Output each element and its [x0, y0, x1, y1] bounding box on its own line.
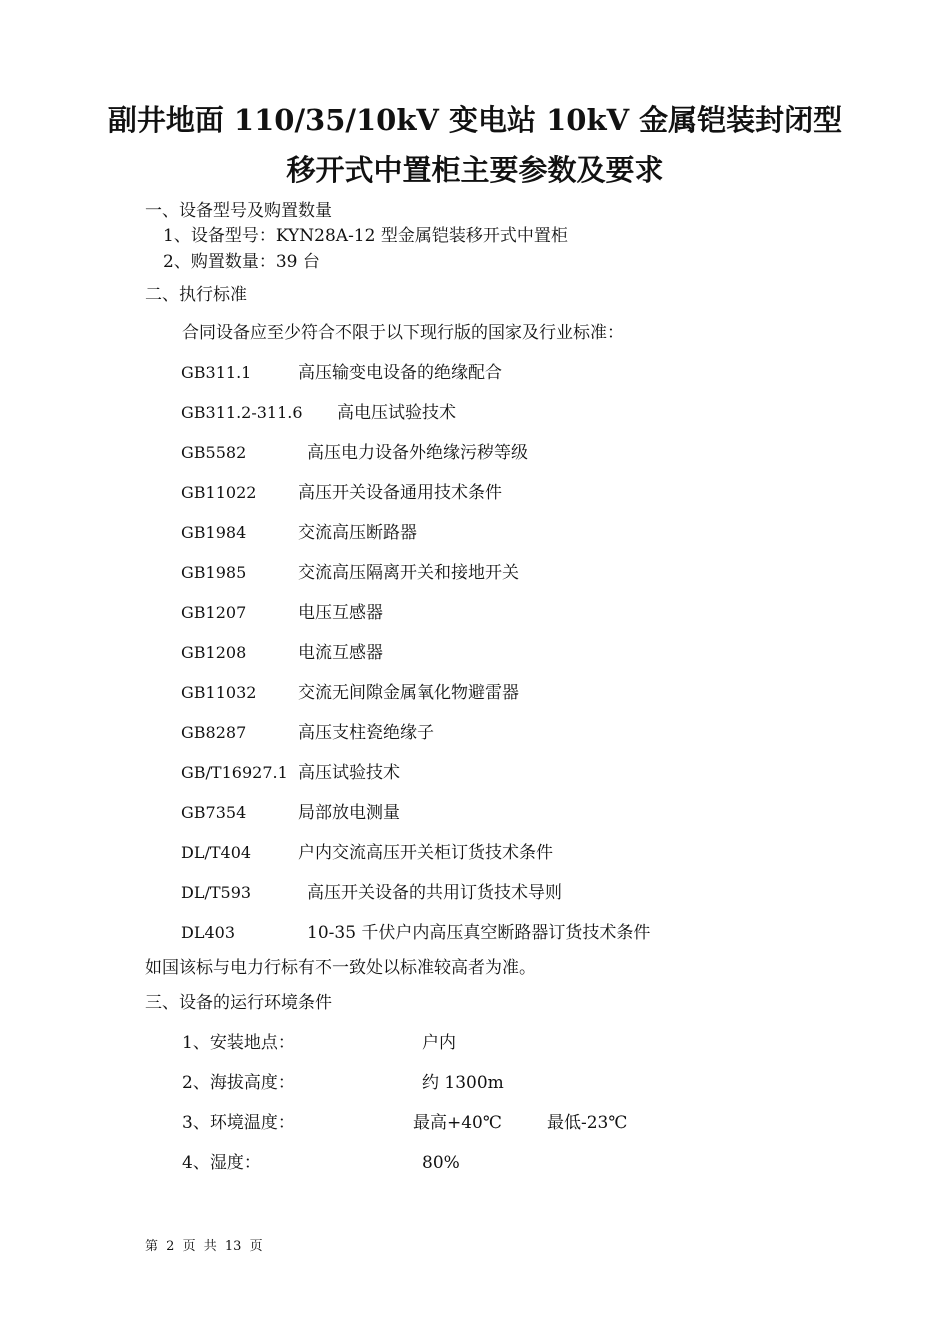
- standard-desc: 户内交流高压开关柜订货技术条件: [298, 843, 553, 863]
- standard-code: GB7354: [181, 803, 247, 822]
- footer-page-number: 2: [166, 1239, 175, 1254]
- standard-code: GB1985: [181, 563, 247, 582]
- standard-desc: 交流高压隔离开关和接地开关: [298, 563, 519, 583]
- section2-intro: 合同设备应至少符合不限于以下现行版的国家及行业标准：: [182, 323, 624, 343]
- standard-desc: 高压开关设备通用技术条件: [298, 483, 502, 503]
- standard-code: GB11032: [181, 683, 257, 702]
- standard-desc: 电压互感器: [298, 603, 383, 623]
- doc-title-line2: 移开式中置柜主要参数及要求: [286, 153, 664, 187]
- standard-desc: 高压试验技术: [298, 763, 400, 783]
- standard-desc: 交流无间隙金属氧化物避雷器: [298, 683, 519, 703]
- standard-code: GB1984: [181, 523, 247, 542]
- standard-desc: 高电压试验技术: [337, 403, 456, 423]
- standard-desc: 交流高压断路器: [298, 523, 417, 543]
- standard-code: GB/T16927.1: [181, 763, 288, 782]
- footer-total-unit: 页: [249, 1239, 263, 1254]
- standard-desc: 高压电力设备外绝缘污秽等级: [307, 443, 528, 463]
- footer-total-prefix: 共: [203, 1239, 217, 1254]
- standard-desc: 电流互感器: [298, 643, 383, 663]
- condition-value: 户内: [422, 1033, 456, 1053]
- section3-heading: 三、设备的运行环境条件: [145, 993, 332, 1013]
- standard-code: GB311.2-311.6: [181, 403, 303, 422]
- doc-title-line1: 副井地面 110/35/10kV 变电站 10kV 金属铠装封闭型: [107, 103, 843, 137]
- standard-desc: 10-35 千伏户内高压真空断路器订货技术条件: [307, 923, 651, 943]
- standard-code: DL/T593: [181, 883, 252, 902]
- condition-label: 3、环境温度：: [182, 1113, 295, 1133]
- footer-page-unit: 页: [182, 1239, 196, 1254]
- condition-value: 约 1300m: [422, 1073, 504, 1093]
- standard-code: GB5582: [181, 443, 247, 462]
- section1-heading: 一、设备型号及购置数量: [145, 201, 332, 221]
- standard-code: DL/T404: [181, 843, 252, 862]
- standard-desc: 高压输变电设备的绝缘配合: [298, 363, 502, 383]
- condition-value-secondary: 最低-23℃: [547, 1113, 628, 1133]
- standard-code: GB311.1: [181, 363, 252, 382]
- standard-code: GB11022: [181, 483, 257, 502]
- condition-value: 最高+40℃: [413, 1113, 502, 1133]
- condition-value: 80%: [422, 1153, 460, 1173]
- standard-code: GB8287: [181, 723, 247, 742]
- section2-heading: 二、执行标准: [145, 285, 247, 305]
- footer-total-pages: 13: [224, 1239, 242, 1254]
- condition-label: 1、安装地点：: [182, 1033, 295, 1053]
- standard-desc: 局部放电测量: [298, 803, 400, 823]
- standard-code: GB1208: [181, 643, 247, 662]
- condition-label: 4、湿度：: [182, 1153, 261, 1173]
- standard-code: DL403: [181, 923, 235, 942]
- standard-desc: 高压开关设备的共用订货技术导则: [307, 883, 562, 903]
- section1-item1: 1、设备型号：KYN28A-12 型金属铠装移开式中置柜: [163, 226, 568, 246]
- section2-note: 如国该标与电力行标有不一致处以标准较高者为准。: [145, 958, 536, 978]
- condition-label: 2、海拔高度：: [182, 1073, 295, 1093]
- page-footer: [145, 1235, 267, 1254]
- footer-prefix: 第: [145, 1239, 159, 1254]
- standard-desc: 高压支柱瓷绝缘子: [298, 723, 434, 743]
- standard-code: GB1207: [181, 603, 247, 622]
- section1-item2: 2、购置数量：39 台: [163, 252, 320, 272]
